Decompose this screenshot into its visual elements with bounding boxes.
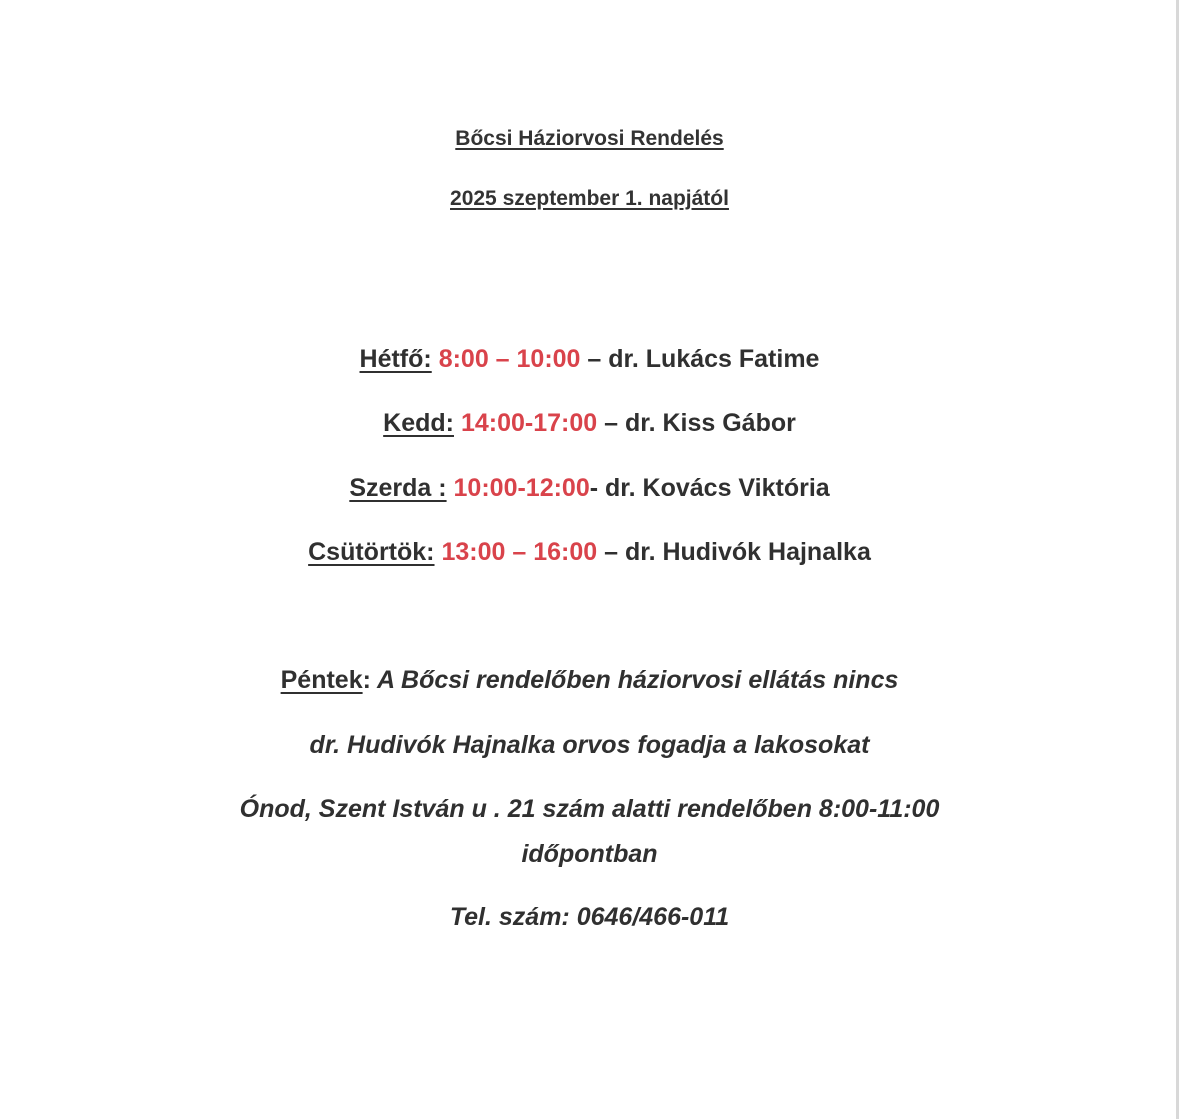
doctor-name: - dr. Kovács Viktória: [589, 474, 830, 502]
office-hours: 14:00-17:00: [460, 409, 598, 437]
office-hours: 13:00 – 16:00: [441, 538, 598, 566]
schedule-row-tuesday: [0, 409, 1179, 438]
day-label: Hétfő:: [359, 345, 432, 373]
schedule-row-wednesday: [0, 474, 1179, 503]
phone-number: Tel. szám: 0646/466-011: [449, 903, 730, 931]
day-label: Péntek: [280, 666, 363, 694]
day-label: Kedd:: [383, 409, 454, 437]
office-hours: 8:00 – 10:00: [438, 345, 581, 373]
friday-doctor-line: dr. Hudivók Hajnalka orvos fogadja a lakosokat: [309, 731, 870, 759]
day-colon: :: [362, 666, 371, 694]
friday-address-line: Ónod, Szent István u . 21 szám alatti rendelőben 8:00-11:00: [239, 795, 940, 823]
doctor-name: – dr. Hudivók Hajnalka: [597, 538, 871, 566]
friday-notice: [0, 666, 1179, 695]
doctor-name: – dr. Kiss Gábor: [597, 409, 796, 437]
document-title: Bőcsi Háziorvosi Rendelés: [455, 127, 724, 150]
document-subtitle: 2025 szeptember 1. napjától: [450, 187, 729, 210]
day-label: Csütörtök:: [308, 538, 435, 566]
doctor-name: – dr. Lukács Fatime: [580, 345, 820, 373]
office-hours: 10:00-12:00: [453, 474, 590, 502]
day-label: Szerda :: [349, 474, 447, 502]
friday-note: A Bőcsi rendelőben háziorvosi ellátás nincs: [370, 666, 899, 694]
schedule-row-monday: [0, 345, 1179, 374]
schedule-row-thursday: [0, 538, 1179, 567]
friday-time-line: időpontban: [521, 840, 658, 868]
